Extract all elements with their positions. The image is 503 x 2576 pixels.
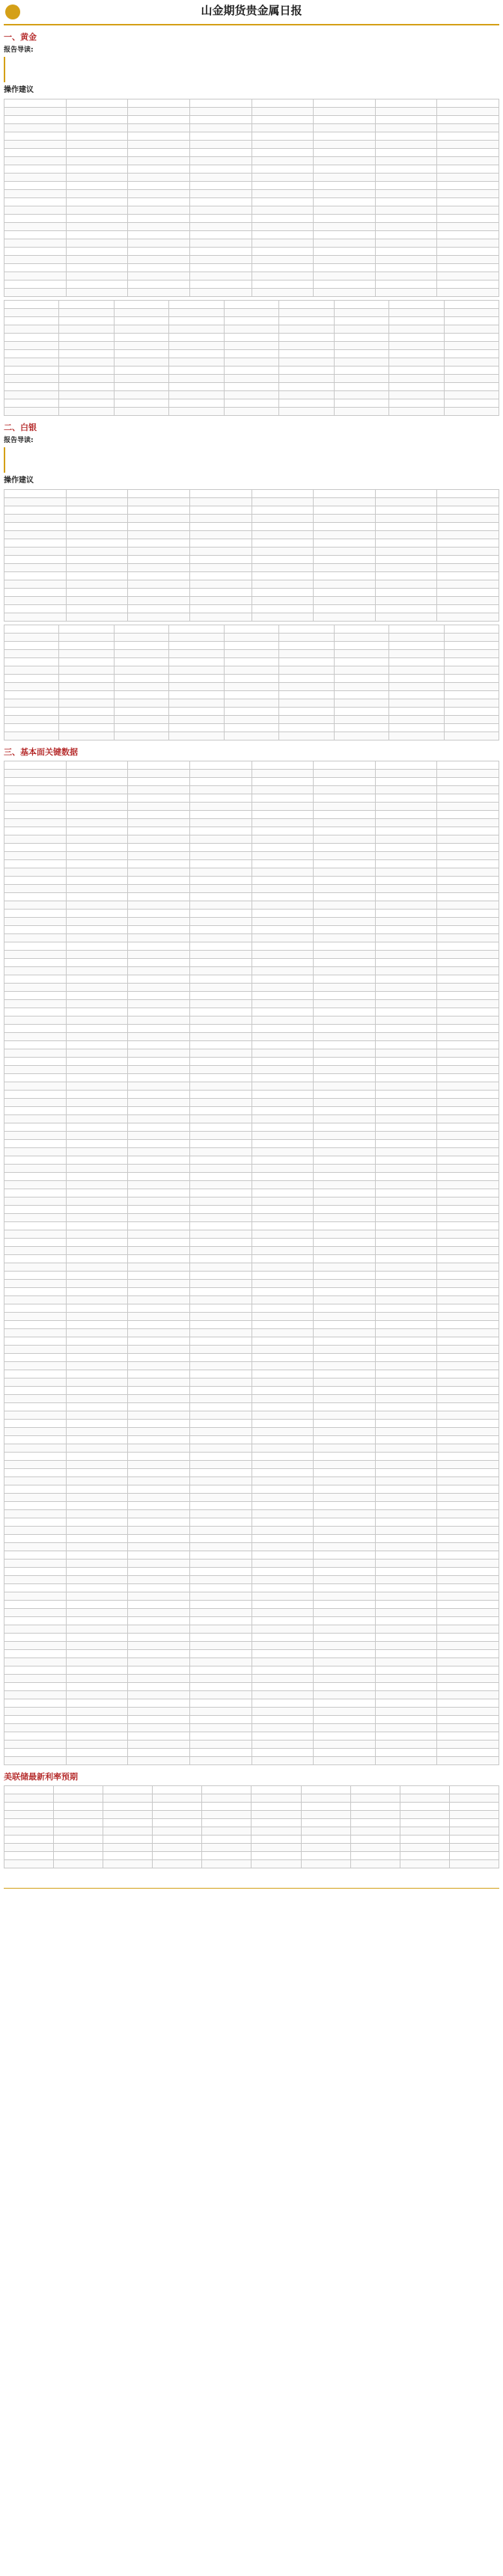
table-row [4,877,499,885]
table-row [4,1239,499,1247]
table-row [4,1156,499,1165]
table-row [4,1337,499,1346]
table-row [4,316,499,325]
table-row [4,761,499,770]
table-row [4,803,499,811]
table-row [4,308,499,316]
table-row [4,1066,499,1074]
table-row [4,1453,499,1461]
table-row [4,860,499,868]
table-row [4,1708,499,1716]
table-row [4,1477,499,1485]
table-row [4,1724,499,1732]
table-row [4,1189,499,1197]
silver-price-table [4,489,499,622]
table-row [4,580,499,588]
fundamentals-table [4,761,499,1765]
table-row [4,1296,499,1304]
analyst-contacts [4,1871,499,1883]
table-row [4,1140,499,1148]
fed-heading [4,1771,499,1782]
table-row [4,1642,499,1650]
table-row [4,951,499,959]
table-row [4,934,499,942]
table-row [4,1280,499,1288]
table-row [4,263,499,272]
table-row [4,715,499,723]
table-row [4,1494,499,1502]
table-row [4,539,499,547]
table-row [4,835,499,844]
table-row [4,280,499,288]
table-row [4,247,499,255]
silver-guide-text [4,447,499,473]
table-row [4,132,499,140]
table-row [4,1428,499,1436]
table-row [4,1584,499,1592]
table-row [4,1362,499,1370]
table-row [4,1810,499,1818]
table-row [4,1716,499,1724]
table-row [4,770,499,778]
table-row [4,555,499,563]
fed-heading-text: 美联储最新利率预期 [4,1772,78,1782]
table-row [4,1843,499,1851]
table-row [4,918,499,926]
table-row [4,206,499,214]
table-row [4,489,499,497]
table-row [4,984,499,992]
table-row [4,349,499,358]
table-row [4,571,499,580]
table-row [4,1502,499,1510]
table-row [4,975,499,984]
table-row [4,1123,499,1132]
table-row [4,732,499,740]
table-row [4,514,499,522]
table-row [4,1794,499,1802]
silver-heading: 二、白银 [4,422,37,432]
table-row [4,1543,499,1551]
table-row [4,1132,499,1140]
table-row [4,1370,499,1379]
table-row [4,173,499,181]
table-row [4,625,499,633]
table-row [4,707,499,715]
table-row [4,1181,499,1189]
table-row [4,1436,499,1444]
table-row [4,255,499,263]
gold-advice-heading: 操作建议 [4,85,34,94]
table-row [4,1395,499,1403]
table-row [4,1107,499,1115]
gold-advice [4,85,499,96]
table-row [4,1859,499,1868]
silver-guide-heading: 报告导读: [4,437,34,445]
table-row [4,522,499,530]
silver-positions-table [4,625,499,740]
table-row [4,844,499,852]
table-row [4,657,499,666]
table-row [4,1634,499,1642]
table-row [4,530,499,539]
table-row [4,148,499,156]
table-row [4,374,499,382]
table-row [4,1785,499,1794]
table-row [4,99,499,107]
table-row [4,165,499,173]
table-row [4,222,499,230]
fundamentals-section [4,746,499,1765]
table-row [4,1321,499,1329]
table-row [4,1230,499,1239]
fundamentals-heading: 三、基本面关键数据 [4,746,78,757]
table-row [4,1041,499,1049]
table-row [4,1255,499,1263]
table-row [4,959,499,967]
table-row [4,239,499,247]
gold-guide-heading: 报告导读: [4,46,34,55]
table-row [4,596,499,604]
table-row [4,407,499,415]
table-row [4,604,499,613]
table-row [4,1827,499,1835]
table-row [4,1148,499,1156]
table-row [4,1757,499,1765]
table-row [4,390,499,399]
table-row [4,1272,499,1280]
table-row [4,1658,499,1666]
table-row [4,1313,499,1321]
table-row [4,1033,499,1041]
table-row [4,1403,499,1411]
table-row [4,674,499,682]
table-row [4,1025,499,1033]
table-row [4,1732,499,1741]
table-row [4,1617,499,1625]
silver-advice [4,476,499,486]
table-row [4,1247,499,1255]
table-row [4,358,499,366]
table-row [4,197,499,206]
table-row [4,690,499,699]
table-row [4,633,499,641]
table-row [4,1082,499,1091]
fed-section [4,1771,499,1868]
report-header [4,0,499,25]
table-row [4,666,499,674]
table-row [4,1354,499,1362]
table-row [4,1741,499,1749]
table-row [4,1592,499,1601]
table-row [4,641,499,649]
silver-advice-heading: 操作建议 [4,476,34,485]
table-row [4,1288,499,1296]
table-row [4,189,499,197]
table-row [4,1625,499,1634]
table-row [4,123,499,132]
table-row [4,852,499,860]
table-row [4,992,499,1000]
table-row [4,1818,499,1827]
table-row [4,156,499,165]
table-row [4,341,499,349]
table-row [4,1000,499,1008]
table-row [4,1551,499,1560]
table-row [4,1749,499,1757]
table-row [4,547,499,555]
table-row [4,1699,499,1708]
table-row [4,613,499,621]
table-row [4,926,499,934]
table-row [4,723,499,732]
table-row [4,140,499,148]
table-row [4,885,499,893]
table-row [4,1461,499,1469]
table-row [4,1379,499,1387]
table-row [4,794,499,803]
table-row [4,115,499,123]
table-row [4,1485,499,1494]
table-row [4,366,499,374]
table-row [4,868,499,877]
table-row [4,1099,499,1107]
disclaimer [4,1888,499,1909]
table-row [4,288,499,296]
fed-rate-table [4,1785,499,1868]
table-row [4,1387,499,1395]
table-row [4,649,499,657]
table-row [4,967,499,975]
table-row [4,107,499,115]
table-row [4,1049,499,1058]
table-row [4,942,499,951]
table-row [4,1091,499,1099]
table-row [4,333,499,341]
table-row [4,1206,499,1214]
table-row [4,1576,499,1584]
table-row [4,1173,499,1181]
table-row [4,1568,499,1576]
table-row [4,1222,499,1230]
table-row [4,1263,499,1272]
table-row [4,1560,499,1568]
table-row [4,214,499,222]
table-row [4,1074,499,1082]
table-row [4,1527,499,1535]
table-row [4,1444,499,1453]
table-row [4,272,499,280]
table-row [4,910,499,918]
table-row [4,1016,499,1025]
table-row [4,1835,499,1843]
table-row [4,399,499,407]
table-row [4,1510,499,1518]
table-row [4,563,499,571]
table-row [4,1518,499,1527]
table-row [4,1214,499,1222]
table-row [4,1691,499,1699]
table-row [4,1609,499,1617]
table-row [4,181,499,189]
silver-section [4,422,499,740]
table-row [4,1304,499,1313]
table-row [4,901,499,910]
gold-guide-text [4,57,499,82]
table-row [4,786,499,794]
table-row [4,1346,499,1354]
table-row [4,778,499,786]
table-row [4,1802,499,1810]
table-row [4,819,499,827]
table-row [4,1420,499,1428]
table-row [4,1411,499,1420]
table-row [4,230,499,239]
report-footer [4,1871,499,1909]
table-row [4,827,499,835]
gold-positions-table [4,300,499,416]
table-row [4,1329,499,1337]
table-row [4,682,499,690]
table-row [4,1115,499,1123]
table-row [4,1535,499,1543]
table-row [4,1008,499,1016]
table-row [4,1851,499,1859]
table-row [4,893,499,901]
table-row [4,588,499,596]
table-row [4,1469,499,1477]
gold-section [4,31,499,416]
table-row [4,1197,499,1206]
gold-price-table [4,99,499,297]
table-row [4,300,499,308]
table-row [4,1675,499,1683]
table-row [4,1683,499,1691]
report-title: 山金期货贵金属日报 [201,4,302,17]
table-row [4,811,499,819]
table-row [4,497,499,506]
table-row [4,382,499,390]
table-row [4,1165,499,1173]
table-row [4,506,499,514]
table-row [4,325,499,333]
table-row [4,1650,499,1658]
table-row [4,699,499,707]
table-row [4,1058,499,1066]
table-row [4,1601,499,1609]
gold-heading: 一、黄金 [4,32,37,42]
table-row [4,1666,499,1675]
